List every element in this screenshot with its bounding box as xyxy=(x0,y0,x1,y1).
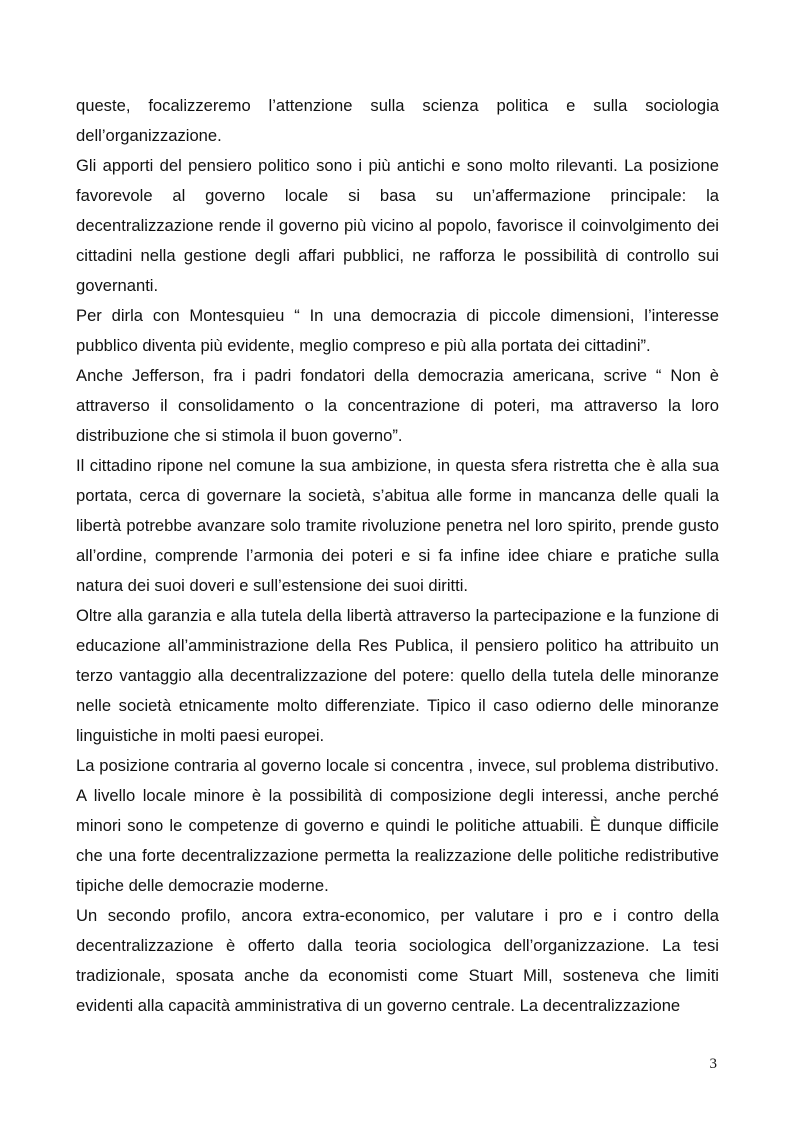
paragraph-1: queste, focalizzeremo l’attenzione sulla scienza politica e sulla sociologia dell’organizzazione. xyxy=(76,96,719,145)
paragraph-7: La posizione contraria al governo locale si concentra , invece, sul problema distributivo. A livello locale minore è la possibilità di composizione degli interessi, anche perché minori sono le competenze di governo e quindi le politiche attuabili. È dunque difficile che una forte decentralizzazione permetta la realizzazione delle politiche redistributive tipiche delle democrazie moderne. xyxy=(76,756,719,895)
body-text xyxy=(76,91,719,1021)
paragraph-4: Anche Jefferson, fra i padri fondatori della democrazia americana, scrive “ Non è attraverso il consolidamento o la concentrazione di poteri, ma attraverso la loro distribuzione che si stimola il buon governo”. xyxy=(76,366,719,445)
paragraph-6: Oltre alla garanzia e alla tutela della libertà attraverso la partecipazione e la funzione di educazione all’amministrazione della Res Publica, il pensiero politico ha attribuito un terzo vantaggio alla decentralizzazione del potere: quello della tutela delle minoranze nelle società etnicamente molto differenziate. Tipico il caso odierno delle minoranze linguistiche in molti paesi europei. xyxy=(76,606,719,745)
paragraph-3: Per dirla con Montesquieu “ In una democrazia di piccole dimensioni, l’interesse pubblico diventa più evidente, meglio compreso e più alla portata dei cittadini”. xyxy=(76,306,719,355)
paragraph-8: Un secondo profilo, ancora extra-economico, per valutare i pro e i contro della decentralizzazione è offerto dalla teoria sociologica dell’organizzazione. La tesi tradizionale, sposata anche da economisti come Stuart Mill, sosteneva che limiti evidenti alla capacità amministrativa di un governo centrale. La decentralizzazione xyxy=(76,906,719,1015)
paragraph-2: Gli apporti del pensiero politico sono i più antichi e sono molto rilevanti. La posizione favorevole al governo locale si basa su un’affermazione principale: la decentralizzazione rende il governo più vicino al popolo, favorisce il coinvolgimento dei cittadini nella gestione degli affari pubblici, ne rafforza le possibilità di controllo sui governanti. xyxy=(76,156,719,295)
page-number: 3 xyxy=(709,1056,717,1072)
paragraph-5: Il cittadino ripone nel comune la sua ambizione, in questa sfera ristretta che è alla sua portata, cerca di governare la società, s’abitua alle forme in mancanza delle quali la libertà potrebbe avanzare solo tramite rivoluzione penetra nel loro spirito, prende gusto all’ordine, comprende l’armonia dei poteri e si fa infine idee chiare e pratiche sulla natura dei suoi doveri e sull’estensione dei suoi diritti. xyxy=(76,456,719,595)
